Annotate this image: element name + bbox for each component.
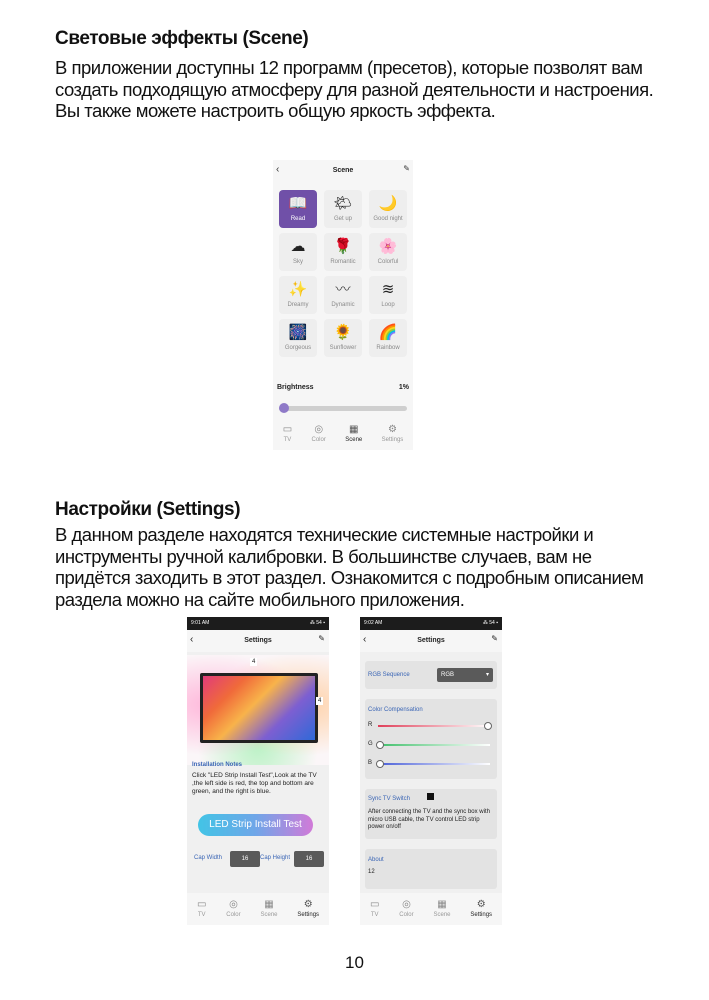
paragraph-line: Вы также можете настроить общую яркость эффекта. (55, 100, 496, 121)
rgb-sequence-card (365, 661, 497, 689)
nav-tab-label: Settings (470, 912, 493, 918)
scene-tile-label: Read (290, 216, 306, 222)
scene-header (273, 160, 413, 182)
scene-good-night-icon: 🌙 (378, 195, 398, 212)
nav-tab-tv[interactable] (197, 893, 206, 925)
scene-tile-label: Colorful (377, 259, 399, 265)
scene-title: Scene (332, 167, 354, 174)
nav-tab-label: Scene (260, 912, 278, 918)
scene-tile-loop[interactable] (369, 276, 407, 314)
brightness-row (277, 384, 409, 391)
scene-tile-label: Loop (381, 302, 395, 308)
back-icon[interactable]: ‹ (276, 164, 280, 175)
paragraph-line: инструменты ручной калибровки. В большинстве случаев, вам не (55, 545, 592, 567)
scene-tile-sky[interactable] (279, 233, 317, 271)
about-card (365, 849, 497, 889)
scene-tile-label: Dynamic (331, 302, 355, 308)
scene-tile-label: Get up (333, 216, 352, 222)
chevron-down-icon: ▾ (485, 672, 489, 678)
settings-screen-options (360, 617, 502, 925)
scene-screen (273, 160, 413, 450)
scene-sunflower-icon: 🌻 (333, 324, 353, 341)
paragraph-line: раздела можно на сайте мобильного приложения. (55, 588, 465, 610)
channel-slider-handle[interactable] (376, 741, 384, 749)
nav-tab-label: Scene (433, 912, 451, 918)
nav-tab-label: TV (370, 912, 379, 918)
status-time: 9:02 AM (364, 620, 383, 626)
status-icons: ⁂ 54 ▪ (309, 620, 325, 626)
scene-tile-label: Good night (373, 216, 403, 222)
settings-header (360, 630, 502, 652)
led-count-top[interactable]: 4 (252, 659, 256, 665)
scene-loop-icon: ≋ (381, 281, 395, 298)
back-icon[interactable]: ‹ (363, 634, 367, 645)
scene-sky-icon: ☁ (290, 238, 306, 255)
brightness-label: Brightness (277, 384, 314, 391)
channel-slider-track[interactable] (378, 744, 490, 746)
scene-tile-dreamy[interactable] (279, 276, 317, 314)
sync-tv-checkbox[interactable] (427, 793, 434, 800)
sync-tv-description: After connecting the TV and the sync box with micro USB cable, the TV control LED strip power on/off (368, 809, 490, 830)
scene-tile-label: Dreamy (287, 302, 309, 308)
nav-tab-scene[interactable] (260, 893, 277, 925)
channel-slider-handle[interactable] (484, 722, 492, 730)
color-channel-g (368, 740, 496, 750)
nav-tab-label: Scene (345, 437, 363, 443)
paragraph-line: В приложении доступны 12 программ (пресетов), которые позволят вам (55, 57, 643, 78)
brightness-slider[interactable] (279, 406, 407, 411)
paragraph-line: В данном разделе находятся технические системные настройки и (55, 524, 594, 545)
scene-romantic-icon: 🌹 (333, 238, 353, 255)
scene-tile-label: Sunflower (329, 345, 357, 351)
nav-tab-scene[interactable] (345, 418, 362, 450)
about-value: 12 (368, 869, 375, 875)
brightness-value: 1% (398, 384, 409, 391)
cap-width-label: Cap Width (194, 855, 223, 861)
cap-size-row (192, 851, 326, 867)
section-settings-paragraph (55, 524, 695, 610)
nav-settings-icon: ⚙ (476, 899, 486, 910)
bottom-nav (187, 893, 329, 925)
nav-tab-label: Color (399, 912, 414, 918)
nav-tab-label: Color (226, 912, 241, 918)
back-icon[interactable]: ‹ (190, 634, 194, 645)
nav-color-icon: ◎ (402, 899, 411, 910)
nav-tab-settings[interactable] (470, 893, 492, 925)
page-number: 10 (345, 953, 364, 972)
installation-notes (192, 762, 326, 796)
scene-colorful-icon: 🌸 (378, 238, 398, 255)
scene-tile-dynamic[interactable] (324, 276, 362, 314)
scene-get-up-icon: 🌤 (333, 195, 353, 212)
nav-color-icon: ◎ (229, 899, 238, 910)
nav-tab-settings[interactable] (297, 893, 319, 925)
about-label: About (368, 857, 384, 863)
settings-header (187, 630, 329, 652)
scene-tile-romantic[interactable] (324, 233, 362, 271)
scene-dreamy-icon: ✨ (288, 281, 308, 298)
nav-settings-icon: ⚙ (387, 424, 397, 435)
nav-tv-icon: ▭ (369, 899, 380, 910)
nav-tab-tv[interactable] (283, 418, 292, 450)
cap-width-input[interactable]: 16 (230, 851, 260, 867)
nav-tab-color[interactable] (226, 893, 240, 925)
status-bar (187, 617, 329, 630)
section-heading-scene: Световые эффекты (Scene) (55, 28, 309, 49)
paragraph-line: придётся заходить в этот раздел. Ознакомится с подробным описанием (55, 567, 644, 588)
nav-tab-tv[interactable] (370, 893, 379, 925)
bottom-nav (273, 418, 413, 450)
nav-tab-label: Settings (297, 912, 320, 918)
section-heading-settings: Настройки (Settings) (55, 499, 241, 520)
nav-tab-label: TV (197, 912, 206, 918)
paragraph-line: создать подходящую атмосферу для разной деятельности и настроения. (55, 78, 654, 100)
scene-tile-label: Gorgeous (284, 345, 312, 351)
scene-read-icon: 📖 (288, 195, 308, 212)
channel-label: B (368, 760, 373, 766)
status-time: 9:01 AM (191, 620, 210, 626)
edit-icon[interactable]: ✎ (491, 634, 498, 643)
brightness-slider-handle[interactable] (279, 403, 289, 413)
scene-tile-read[interactable] (279, 190, 317, 228)
scene-dynamic-icon: 〰 (335, 281, 351, 298)
scene-gorgeous-icon: 🎆 (288, 324, 308, 341)
channel-slider-track[interactable] (378, 763, 490, 765)
nav-settings-icon: ⚙ (303, 899, 313, 910)
nav-tv-icon: ▭ (282, 424, 293, 435)
color-channel-r (368, 721, 496, 731)
nav-tab-color[interactable] (399, 893, 413, 925)
cap-height-input[interactable]: 16 (294, 851, 324, 867)
nav-scene-icon: ▦ (264, 899, 274, 910)
rgb-sequence-select[interactable] (437, 668, 493, 682)
settings-title: Settings (417, 637, 445, 644)
channel-label: R (368, 722, 373, 728)
nav-color-icon: ◎ (314, 424, 324, 435)
edit-icon[interactable]: ✎ (403, 164, 410, 173)
channel-slider-track[interactable] (378, 725, 490, 727)
scene-tile-sunflower[interactable] (324, 319, 362, 357)
bottom-nav (360, 893, 502, 925)
sync-tv-switch-label: Sync TV Switch (368, 796, 410, 802)
settings-screen-install (187, 617, 329, 925)
nav-tab-settings[interactable] (382, 418, 404, 450)
scene-tile-get-up[interactable] (324, 190, 362, 228)
scene-tile-label: Rainbow (376, 345, 400, 351)
channel-label: G (368, 741, 373, 747)
edit-icon[interactable]: ✎ (318, 634, 325, 643)
nav-tab-label: Color (311, 437, 326, 443)
led-count-right[interactable]: 4 (318, 698, 322, 704)
scene-tile-rainbow[interactable] (369, 319, 407, 357)
nav-scene-icon: ▦ (349, 424, 359, 435)
nav-tab-scene[interactable] (433, 893, 450, 925)
scene-tile-colorful[interactable] (369, 233, 407, 271)
status-bar (360, 617, 502, 630)
nav-tv-icon: ▭ (196, 899, 207, 910)
installation-notes-title: Installation Notes (192, 762, 243, 768)
color-channel-b (368, 759, 496, 769)
scene-tile-gorgeous[interactable] (279, 319, 317, 357)
tv-preview-image (200, 673, 318, 743)
nav-tab-color[interactable] (312, 418, 326, 450)
nav-tab-label: Settings (381, 437, 404, 443)
channel-slider-handle[interactable] (376, 760, 384, 768)
nav-tab-label: TV (283, 437, 292, 443)
settings-title: Settings (244, 637, 272, 644)
sync-tv-card (365, 789, 497, 839)
color-compensation-card (365, 699, 497, 779)
rgb-sequence-label: RGB Sequence (368, 672, 410, 678)
scene-tile-label: Sky (292, 259, 303, 265)
status-icons: ⁂ 54 ▪ (482, 620, 498, 626)
scene-tile-label: Romantic (330, 259, 356, 265)
section-scene-paragraph (55, 57, 695, 122)
scene-rainbow-icon: 🌈 (378, 324, 398, 341)
cap-height-label: Cap Height (260, 855, 291, 861)
nav-scene-icon: ▦ (437, 899, 447, 910)
rgb-sequence-value: RGB (441, 672, 455, 678)
installation-notes-body: Click "LED Strip Install Test",Look at the TV ,the left side is red, the top and bottom are green, and the right is blue. (192, 772, 317, 795)
led-strip-install-test-button[interactable]: LED Strip Install Test (198, 814, 313, 836)
color-compensation-label: Color Compensation (368, 707, 423, 713)
scene-tile-good-night[interactable] (369, 190, 407, 228)
